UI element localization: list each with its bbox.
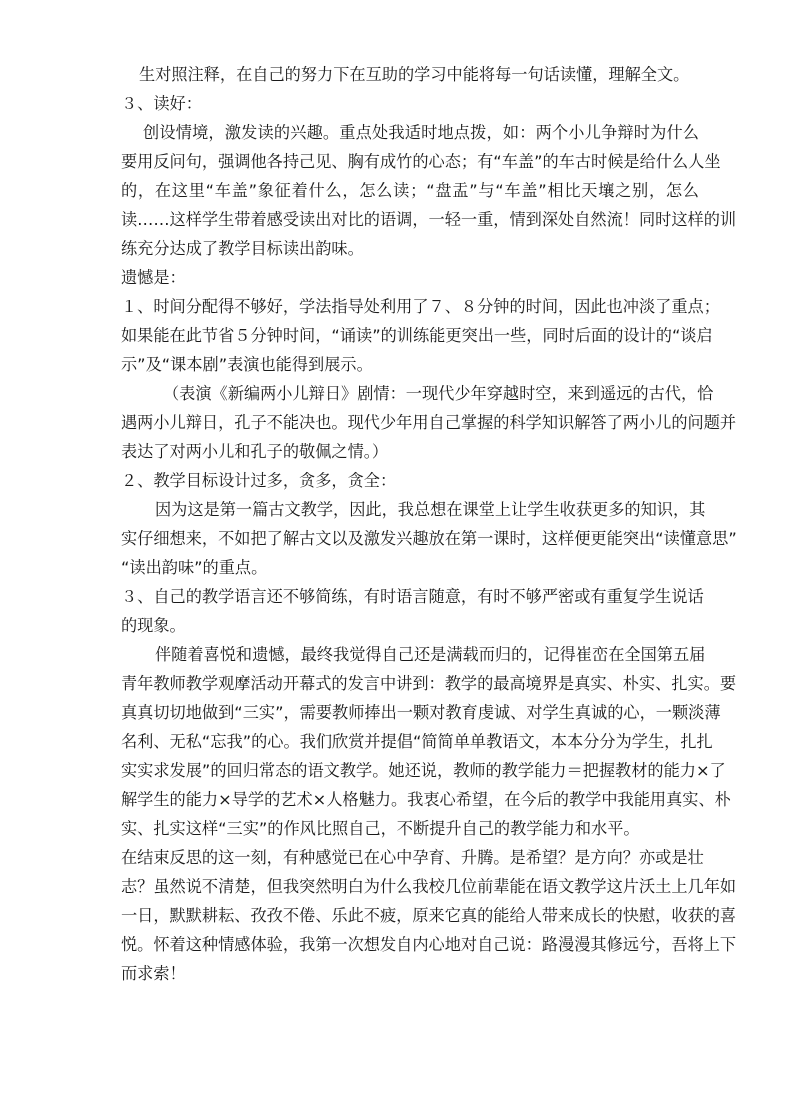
paragraph <box>121 843 737 988</box>
paragraph-heading <box>121 89 699 118</box>
text-line: 创设情境，激发读的兴趣。重点处我适时地点拨，如：两个小儿争辩时为什么 <box>143 123 699 142</box>
text-line: 在结束反思的这一刻，有种感觉已在心中孕育、升腾。是希望？是方向？亦或是壮 <box>121 848 704 867</box>
text-line: 要用反问句，强调他各持己见、胸有成竹的心态；有“车盖”的车古时候是给什么人坐 <box>121 152 721 171</box>
text-line: ２、教学目标设计过多，贪多，贪全： <box>121 471 397 490</box>
text-line: 而求索！ <box>121 964 186 983</box>
text-line: 真真切切地做到“三实”，需要教师捧出一颗对教育虔诚、对学生真诚的心，一颗淡薄 <box>121 703 721 722</box>
paragraph <box>121 118 737 263</box>
paragraph <box>121 292 720 379</box>
text-line: 读……这样学生带着感受读出对比的语调，一轻一重，情到深处自然流！同时这样的训 <box>121 210 737 229</box>
document-body <box>121 60 737 988</box>
text-line: 一日，默默耕耘、孜孜不倦、乐此不疲，原来它真的能给人带来成长的快慰，收获的喜 <box>121 906 737 925</box>
text-line: 青年教师教学观摩活动开幕式的发言中讲到：教学的最高境界是真实、朴实、扎实。要 <box>121 674 737 693</box>
text-line: 表达了对两小儿和孔子的敬佩之情。） <box>121 442 389 461</box>
text-line: 的现象。 <box>121 616 186 635</box>
text-line: 实、扎实这样“三实”的作风比照自己，不断提升自己的教学能力和水平。 <box>121 819 640 838</box>
paragraph-heading <box>121 466 699 495</box>
text-line: （表演《新编两小儿辩日》剧情：一现代少年穿越时空，来到遥远的古代，恰 <box>163 384 714 403</box>
text-line: 悦。怀着这种情感体验，我第一次想发自内心地对自己说：路漫漫其修远兮，吾将上下 <box>121 935 737 954</box>
paragraph <box>121 379 737 466</box>
text-line: 伴随着喜悦和遗憾，最终我觉得自己还是满载而归的，记得崔峦在全国第五届 <box>155 645 706 664</box>
paragraph-heading <box>121 263 699 292</box>
text-line: 实实求发展”的回归常态的语文教学。她还说，教师的教学能力＝把握教材的能力×了 <box>121 761 726 780</box>
paragraph <box>121 582 704 640</box>
text-line: 志？虽然说不清楚，但我突然明白为什么我校几位前辈能在语文教学这片沃土上几年如 <box>121 877 737 896</box>
text-line: ３、自己的教学语言还不够简练，有时语言随意，有时不够严密或有重复学生说话 <box>121 587 704 606</box>
text-line: １、时间分配得不够好，学法指导处利用了７、８分钟的时间，因此也冲淡了重点； <box>121 297 720 316</box>
paragraph <box>121 640 737 843</box>
text-line: 练充分达成了教学目标读出韵味。 <box>121 239 364 258</box>
text-line: 遗憾是： <box>121 268 186 287</box>
text-line: 的，在这里“车盖”象征着什么，怎么读；“盘盂”与“车盖”相比天壤之别，怎么 <box>121 181 699 200</box>
text-line: 解学生的能力×导学的艺术×人格魅力。我衷心希望，在今后的教学中我能用真实、朴 <box>121 790 731 809</box>
paragraph <box>121 60 699 89</box>
text-line: “读出韵味”的重点。 <box>121 558 268 577</box>
text-line: 遇两小儿辩日，孔子不能决也。现代少年用自己掌握的科学知识解答了两小儿的问题并 <box>121 413 737 432</box>
text-line: 如果能在此节省５分钟时间，“诵读”的训练能更突出一些，同时后面的设计的“谈启 <box>121 326 713 345</box>
text-line: 因为这是第一篇古文教学，因此，我总想在课堂上让学生收获更多的知识，其 <box>155 500 706 519</box>
text-line: 实仔细想来，不如把了解古文以及激发兴趣放在第一课时，这样便更能突出“读懂意思” <box>121 529 737 548</box>
text-line: 示”及“课本剧”表演也能得到展示。 <box>121 355 373 374</box>
paragraph <box>121 495 737 582</box>
text-line: 生对照注释，在自己的努力下在互助的学习中能将每一句话读懂，理解全文。 <box>139 65 690 84</box>
text-line: ３、读好： <box>121 94 202 113</box>
text-line: 名利、无私“忘我”的心。我们欣赏并提倡“简简单单教语文，本本分分为学生，扎扎 <box>121 732 713 751</box>
